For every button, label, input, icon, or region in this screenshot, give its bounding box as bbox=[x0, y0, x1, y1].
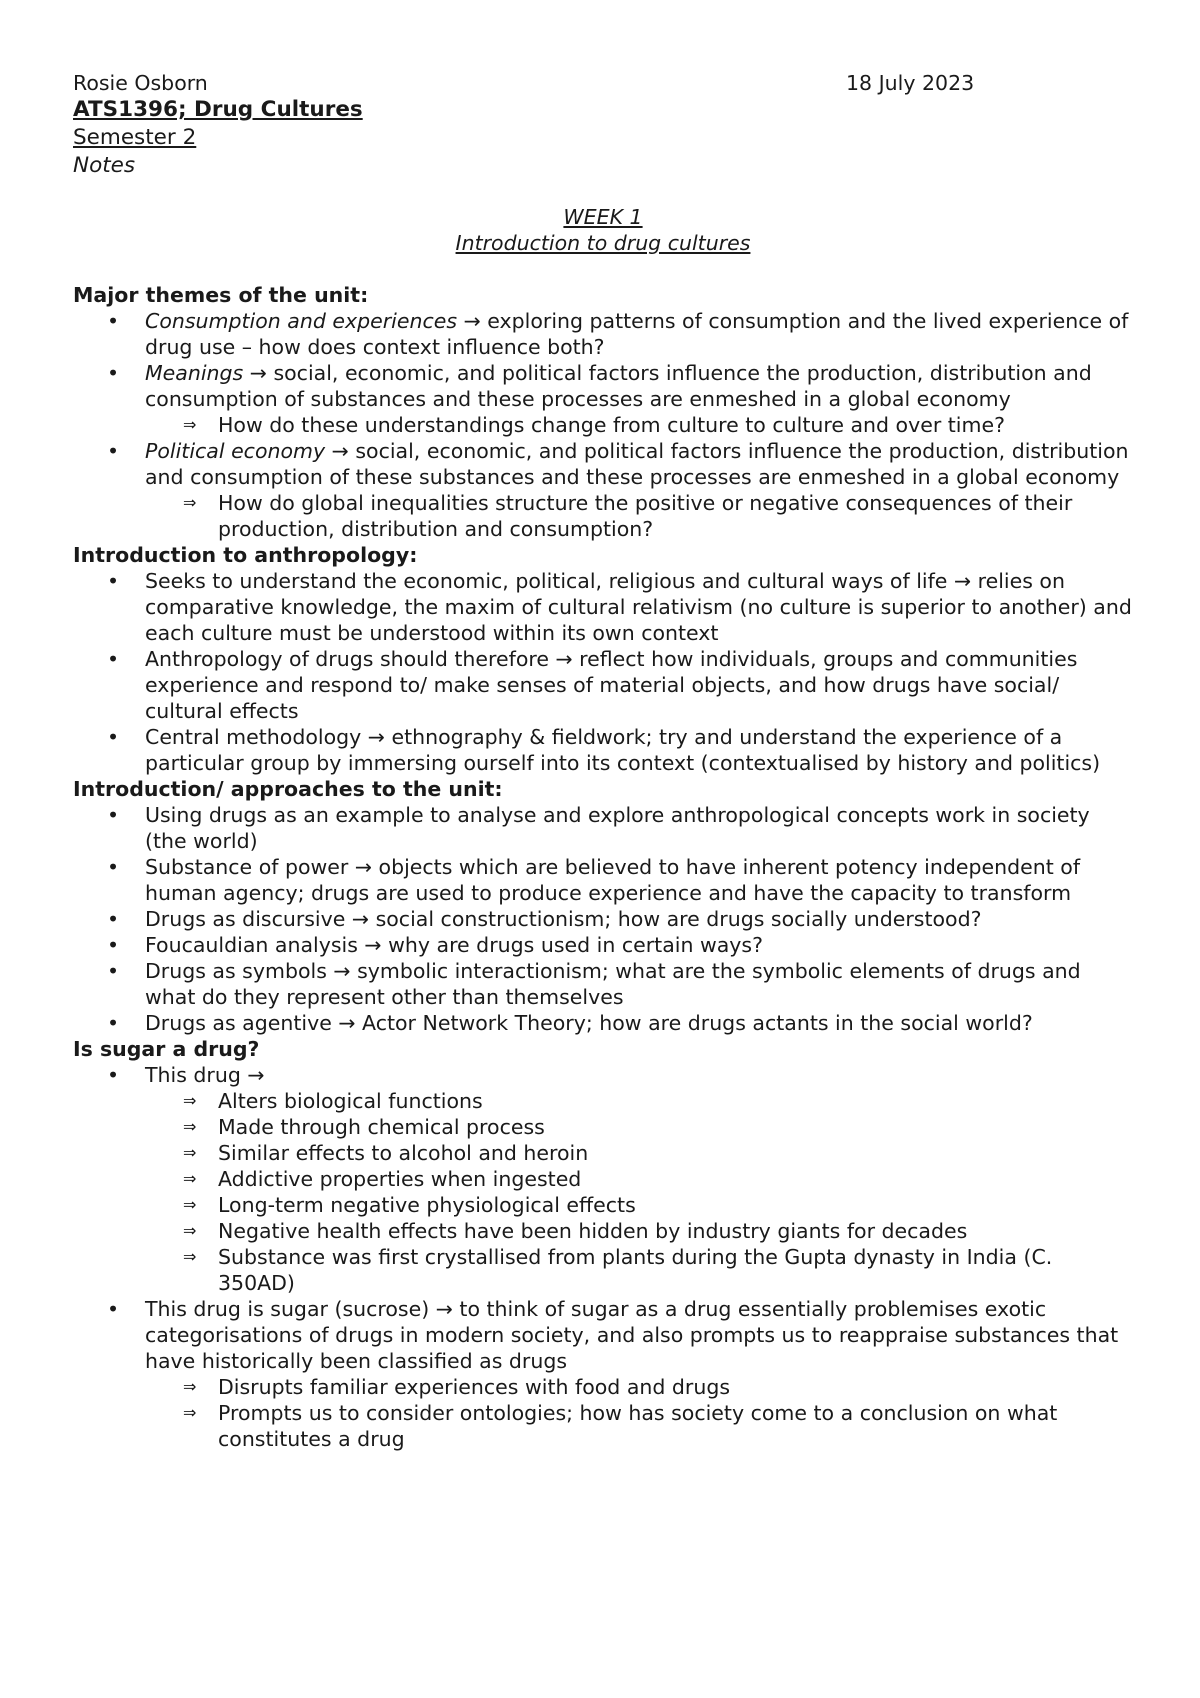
bullet-icon: • bbox=[107, 855, 120, 879]
list-item bbox=[73, 308, 1133, 360]
sub-item-text: How do these understandings change from culture to culture and over time? bbox=[218, 413, 1005, 437]
item-text: Foucauldian analysis → why are drugs used in certain ways? bbox=[145, 933, 763, 957]
bullet-list bbox=[73, 802, 1133, 1036]
notes-label: Notes bbox=[73, 153, 136, 178]
bullet-icon: • bbox=[107, 1063, 120, 1087]
item-text: Substance of power → objects which are believed to have inherent potency independent of human agency; drugs are used to produce experience and have the capacity to transform bbox=[145, 855, 1081, 905]
list-item bbox=[73, 1296, 1133, 1452]
section-heading: Is sugar a drug? bbox=[73, 1037, 260, 1061]
double-arrow-icon: ⇒ bbox=[183, 1221, 197, 1240]
bullet-icon: • bbox=[107, 361, 120, 385]
sub-list-item bbox=[73, 1374, 1133, 1400]
bullet-list bbox=[73, 308, 1133, 542]
list-item bbox=[73, 958, 1133, 1010]
item-text: Drugs as discursive → social constructionism; how are drugs socially understood? bbox=[145, 907, 982, 931]
document-body bbox=[73, 70, 1133, 1452]
list-item bbox=[73, 906, 1133, 932]
double-arrow-icon: ⇒ bbox=[183, 1117, 197, 1136]
week-title: Introduction to drug cultures bbox=[455, 231, 751, 255]
bullet-icon: • bbox=[107, 725, 120, 749]
list-item bbox=[73, 802, 1133, 854]
item-text: → social, economic, and political factors influence the production, distribution and consumption of substances and these processes are enmeshed in a global economy bbox=[145, 361, 1092, 411]
list-item bbox=[73, 1062, 1133, 1296]
double-arrow-icon: ⇒ bbox=[183, 1091, 197, 1110]
section-heading: Introduction/ approaches to the unit: bbox=[73, 777, 503, 801]
sub-list-item bbox=[73, 1244, 1133, 1296]
section-heading: Introduction to anthropology: bbox=[73, 543, 418, 567]
sub-list-item bbox=[73, 1114, 1133, 1140]
sub-item-text: Substance was first crystallised from plants during the Gupta dynasty in India (C. 350AD) bbox=[218, 1245, 1053, 1295]
sub-list bbox=[145, 1088, 1133, 1296]
double-arrow-icon: ⇒ bbox=[183, 1247, 197, 1266]
item-text: This drug → bbox=[145, 1063, 265, 1087]
bullet-list bbox=[73, 568, 1133, 776]
week-label: WEEK 1 bbox=[563, 205, 643, 229]
double-arrow-icon: ⇒ bbox=[183, 1403, 197, 1422]
bullet-icon: • bbox=[107, 569, 120, 593]
sub-list-item bbox=[73, 1088, 1133, 1114]
sub-item-text: Disrupts familiar experiences with food and drugs bbox=[218, 1375, 731, 1399]
sub-item-text: Long-term negative physiological effects bbox=[218, 1193, 636, 1217]
sub-list-item bbox=[73, 490, 1133, 542]
item-text: Seeks to understand the economic, political, religious and cultural ways of life → relies on comparative knowledge, the maxim of cultural relativism (no culture is superior to another) and each culture must be understood within its own context bbox=[145, 569, 1132, 645]
item-text: → exploring patterns of consumption and the lived experience of drug use – how does context influence both? bbox=[145, 309, 1129, 359]
item-text: This drug is sugar (sucrose) → to think of sugar as a drug essentially problemises exotic categorisations of drugs in modern society, and also prompts us to reappraise substances that have historically been classified as drugs bbox=[145, 1297, 1119, 1373]
semester-label: Semester 2 bbox=[73, 125, 197, 150]
spacer bbox=[73, 256, 1133, 282]
list-item bbox=[73, 438, 1133, 542]
double-arrow-icon: ⇒ bbox=[183, 493, 197, 512]
item-text: Central methodology → ethnography & fieldwork; try and understand the experience of a particular group by immersing ourself into its context (contextualised by history and politics) bbox=[145, 725, 1101, 775]
double-arrow-icon: ⇒ bbox=[183, 1169, 197, 1188]
item-text: Drugs as symbols → symbolic interactionism; what are the symbolic elements of drugs and what do they represent other than themselves bbox=[145, 959, 1081, 1009]
sub-item-text: Prompts us to consider ontologies; how has society come to a conclusion on what constitutes a drug bbox=[218, 1401, 1058, 1451]
sub-list-item bbox=[73, 1192, 1133, 1218]
document-date: 18 July 2023 bbox=[846, 71, 975, 95]
sub-list bbox=[145, 490, 1133, 542]
sub-list-item bbox=[73, 1218, 1133, 1244]
bullet-list bbox=[73, 1062, 1133, 1452]
sub-item-text: Made through chemical process bbox=[218, 1115, 545, 1139]
item-text: Using drugs as an example to analyse and explore anthropological concepts work in society (the world) bbox=[145, 803, 1090, 853]
course-title: ATS1396; Drug Cultures bbox=[73, 97, 363, 122]
double-arrow-icon: ⇒ bbox=[183, 415, 197, 434]
double-arrow-icon: ⇒ bbox=[183, 1195, 197, 1214]
item-text: Anthropology of drugs should therefore → reflect how individuals, groups and communities experience and respond to/ make senses of material objects, and how drugs have social/ cultural effects bbox=[145, 647, 1078, 723]
bullet-icon: • bbox=[107, 959, 120, 983]
header-row bbox=[73, 70, 1133, 96]
item-text: Drugs as agentive → Actor Network Theory; how are drugs actants in the social world? bbox=[145, 1011, 1033, 1035]
bullet-icon: • bbox=[107, 647, 120, 671]
list-item bbox=[73, 568, 1133, 646]
bullet-icon: • bbox=[107, 1011, 120, 1035]
item-lead: Meanings bbox=[145, 361, 244, 385]
sub-item-text: Addictive properties when ingested bbox=[218, 1167, 582, 1191]
bullet-icon: • bbox=[107, 1297, 120, 1321]
list-item bbox=[73, 854, 1133, 906]
list-item bbox=[73, 724, 1133, 776]
list-item bbox=[73, 360, 1133, 438]
list-item bbox=[73, 932, 1133, 958]
sub-list-item bbox=[73, 412, 1133, 438]
sub-list-item bbox=[73, 1140, 1133, 1166]
double-arrow-icon: ⇒ bbox=[183, 1143, 197, 1162]
sub-item-text: How do global inequalities structure the positive or negative consequences of their production, distribution and consumption? bbox=[218, 491, 1073, 541]
author-name: Rosie Osborn bbox=[73, 71, 208, 95]
item-text: → social, economic, and political factors influence the production, distribution and consumption of these substances and these processes are enmeshed in a global economy bbox=[145, 439, 1129, 489]
item-lead: Consumption and experiences bbox=[145, 309, 458, 333]
bullet-icon: • bbox=[107, 933, 120, 957]
sub-list bbox=[145, 412, 1133, 438]
sub-list-item bbox=[73, 1166, 1133, 1192]
item-lead: Political economy bbox=[145, 439, 326, 463]
list-item bbox=[73, 1010, 1133, 1036]
double-arrow-icon: ⇒ bbox=[183, 1377, 197, 1396]
sub-list-item bbox=[73, 1400, 1133, 1452]
sub-item-text: Alters biological functions bbox=[218, 1089, 483, 1113]
section-heading: Major themes of the unit: bbox=[73, 283, 369, 307]
bullet-icon: • bbox=[107, 439, 120, 463]
bullet-icon: • bbox=[107, 309, 120, 333]
sub-item-text: Negative health effects have been hidden by industry giants for decades bbox=[218, 1219, 968, 1243]
sub-item-text: Similar effects to alcohol and heroin bbox=[218, 1141, 589, 1165]
list-item bbox=[73, 646, 1133, 724]
bullet-icon: • bbox=[107, 907, 120, 931]
sub-list bbox=[145, 1374, 1133, 1452]
bullet-icon: • bbox=[107, 803, 120, 827]
notes-sections bbox=[73, 282, 1133, 1452]
